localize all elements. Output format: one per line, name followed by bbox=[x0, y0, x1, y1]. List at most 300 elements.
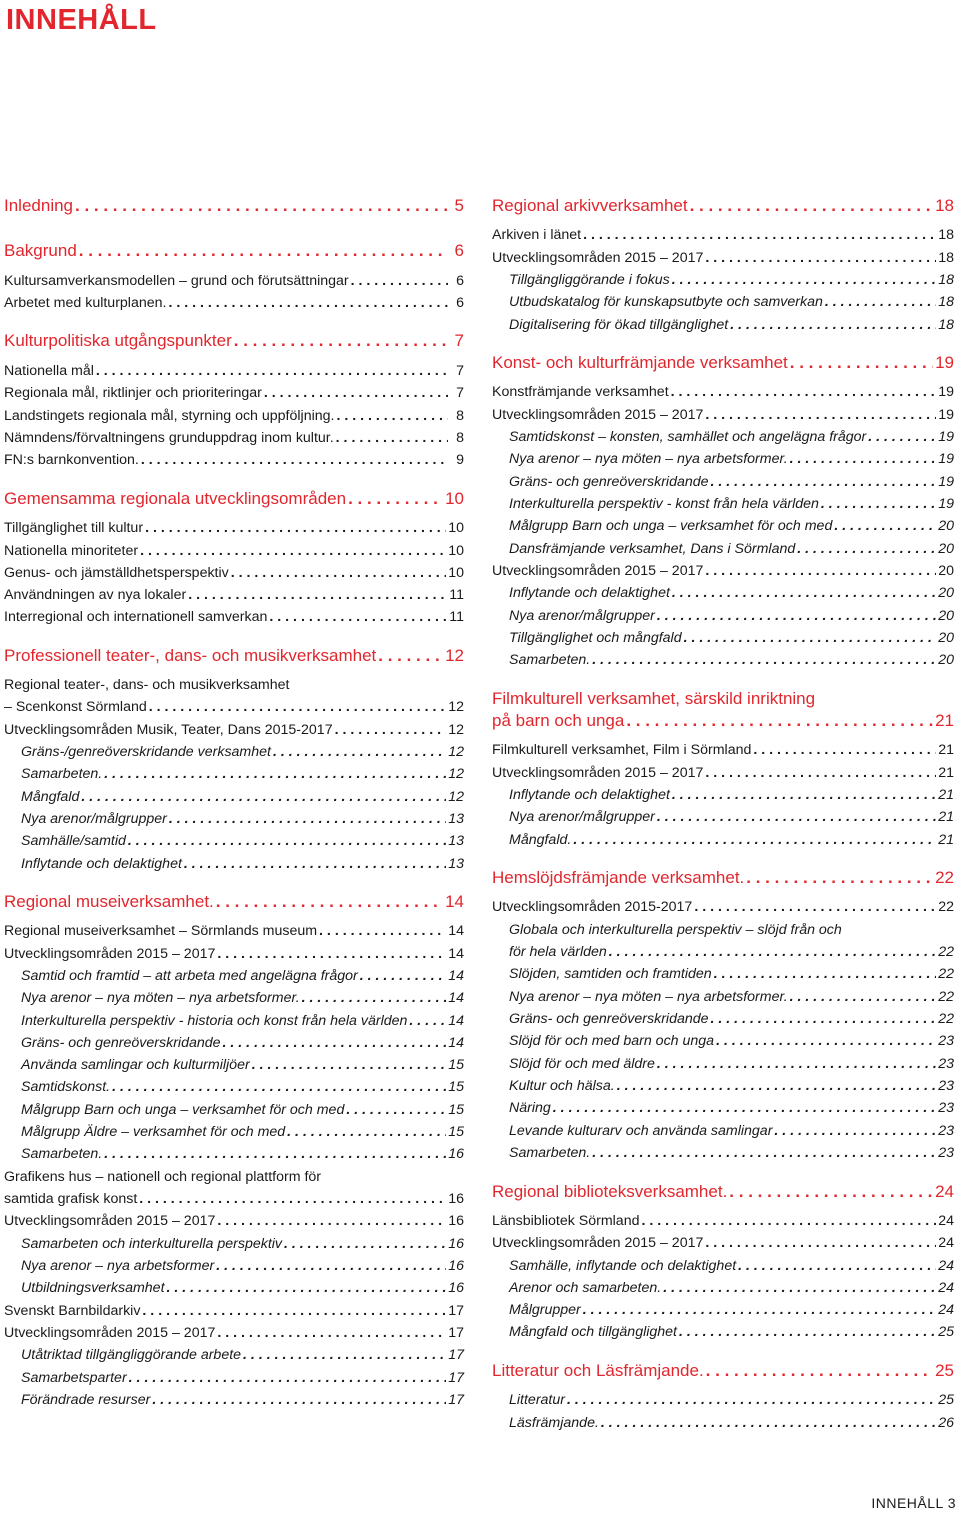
toc-page-number: 13 bbox=[448, 833, 464, 849]
toc-section-heading[interactable] bbox=[492, 868, 954, 888]
toc-entry-line[interactable]: Regional teater-, dans- och musikverksamhet bbox=[4, 677, 290, 693]
toc-subitem[interactable] bbox=[4, 1013, 464, 1029]
toc-page-number: 12 bbox=[448, 722, 464, 738]
dot-leader bbox=[729, 1182, 933, 1202]
toc-page-number: 10 bbox=[448, 565, 464, 581]
dot-leader bbox=[672, 787, 936, 803]
toc-page-number: 24 bbox=[938, 1235, 954, 1251]
toc-page-number: 17 bbox=[448, 1347, 464, 1363]
dot-leader bbox=[141, 452, 448, 468]
toc-item[interactable] bbox=[492, 1213, 954, 1229]
toc-page-number: 21 bbox=[938, 742, 954, 758]
dot-leader bbox=[711, 1011, 937, 1027]
toc-entry-title: Nationella mål bbox=[4, 363, 94, 379]
toc-page-number: 12 bbox=[448, 789, 464, 805]
toc-entry-title: Levande kulturarv och använda samlingar bbox=[509, 1123, 773, 1139]
toc-page-number: 9 bbox=[456, 452, 464, 468]
toc-page-number: 17 bbox=[448, 1325, 464, 1341]
toc-item[interactable] bbox=[4, 385, 464, 401]
toc-section-heading[interactable] bbox=[492, 353, 954, 373]
dot-leader bbox=[821, 496, 936, 512]
toc-subitem[interactable] bbox=[492, 1123, 954, 1139]
toc-subitem[interactable] bbox=[492, 608, 954, 624]
toc-item[interactable] bbox=[492, 384, 954, 400]
toc-subitem[interactable] bbox=[492, 496, 954, 512]
dot-leader bbox=[231, 565, 446, 581]
toc-subitem[interactable] bbox=[492, 1302, 954, 1318]
toc-subitem[interactable] bbox=[492, 966, 954, 982]
dot-leader bbox=[79, 241, 448, 261]
dot-leader bbox=[601, 1415, 936, 1431]
toc-page-number: 24 bbox=[938, 1302, 954, 1318]
toc-subitem[interactable] bbox=[492, 272, 954, 288]
toc-section-heading[interactable] bbox=[492, 196, 954, 216]
toc-item[interactable] bbox=[4, 430, 464, 446]
toc-entry-title: Gräns- och genreöverskridande bbox=[509, 1011, 709, 1027]
dot-leader bbox=[216, 1258, 446, 1274]
toc-entry-title: Samtidskonst – konsten, samhället och angelägna frågor bbox=[509, 429, 867, 445]
toc-item[interactable] bbox=[4, 295, 464, 311]
toc-subitem[interactable] bbox=[492, 787, 954, 803]
dot-leader bbox=[287, 1124, 446, 1140]
toc-item[interactable] bbox=[492, 250, 954, 266]
toc-entry-line[interactable]: Grafikens hus – nationell och regional plattform för bbox=[4, 1169, 322, 1185]
toc-entry-title: Samarbeten. bbox=[21, 766, 103, 782]
toc-item[interactable] bbox=[4, 363, 464, 379]
dot-leader bbox=[790, 353, 933, 373]
toc-page-number: 23 bbox=[938, 1056, 954, 1072]
toc-entry-title: Konst- och kulturfrämjande verksamhet bbox=[492, 353, 788, 372]
toc-item[interactable] bbox=[4, 1325, 464, 1341]
toc-subitem[interactable] bbox=[492, 1324, 954, 1340]
toc-subitem[interactable] bbox=[492, 585, 954, 601]
toc-subitem[interactable] bbox=[492, 989, 954, 1005]
dot-leader bbox=[753, 742, 936, 758]
toc-entry-title: – Scenkonst Sörmland bbox=[4, 699, 147, 715]
toc-item[interactable] bbox=[492, 1235, 954, 1251]
dot-leader bbox=[690, 196, 933, 216]
toc-page-number: 18 bbox=[938, 272, 954, 288]
toc-section-heading[interactable] bbox=[492, 711, 954, 731]
toc-subitem[interactable] bbox=[4, 856, 464, 872]
toc-entry-title: Använda samlingar och kulturmiljöer bbox=[21, 1057, 250, 1073]
toc-subitem[interactable] bbox=[492, 652, 954, 668]
toc-entry-title: Tillgänglighet och mångfald bbox=[509, 630, 682, 646]
toc-entry-title: Samarbeten. bbox=[21, 1146, 103, 1162]
toc-item[interactable] bbox=[4, 408, 464, 424]
toc-page-number: 14 bbox=[448, 923, 464, 939]
toc-entry-title: Nationella minoriteter bbox=[4, 543, 139, 559]
dot-leader bbox=[149, 699, 446, 715]
dot-leader bbox=[684, 630, 937, 646]
dot-leader bbox=[319, 923, 446, 939]
toc-entry-title: Utvecklingsområden 2015-2017 bbox=[492, 899, 693, 915]
dot-leader bbox=[145, 520, 446, 536]
toc-subitem[interactable] bbox=[492, 832, 954, 848]
dot-leader bbox=[705, 250, 936, 266]
dot-leader bbox=[336, 430, 448, 446]
toc-page-number: 16 bbox=[448, 1236, 464, 1252]
toc-entry-title: Mångfald. bbox=[509, 832, 572, 848]
toc-page-number: 12 bbox=[448, 699, 464, 715]
toc-page-number: 19 bbox=[938, 496, 954, 512]
toc-page-number: 18 bbox=[935, 196, 954, 215]
dot-leader bbox=[609, 944, 936, 960]
toc-page-number: 22 bbox=[935, 868, 954, 887]
toc-entry-title: Svenskt Barnbildarkiv bbox=[4, 1303, 141, 1319]
toc-entry-title: Slöjden, samtiden och framtiden bbox=[509, 966, 712, 982]
toc-entry-title: Samhälle/samtid bbox=[21, 833, 126, 849]
toc-page-number: 19 bbox=[938, 407, 954, 423]
toc-page-number: 16 bbox=[448, 1258, 464, 1274]
dot-leader bbox=[672, 585, 936, 601]
dot-leader bbox=[705, 407, 936, 423]
toc-subitem[interactable] bbox=[492, 1033, 954, 1049]
toc-subitem[interactable] bbox=[492, 1056, 954, 1072]
toc-entry-title: samtida grafisk konst bbox=[4, 1191, 138, 1207]
dot-leader bbox=[592, 652, 936, 668]
toc-page-number: 13 bbox=[448, 811, 464, 827]
toc-subitem[interactable] bbox=[4, 1392, 464, 1408]
toc-subitem[interactable] bbox=[4, 766, 464, 782]
toc-page-number: 24 bbox=[938, 1258, 954, 1274]
toc-subitem[interactable] bbox=[4, 811, 464, 827]
dot-leader bbox=[234, 331, 448, 351]
toc-subitem[interactable] bbox=[492, 474, 954, 490]
toc-page-number: 10 bbox=[448, 543, 464, 559]
toc-subitem[interactable] bbox=[4, 1236, 464, 1252]
toc-entry-title: Samtid och framtid – att arbeta med angelägna frågor bbox=[21, 968, 358, 984]
toc-entry-title: Utvecklingsområden 2015 – 2017 bbox=[4, 1325, 216, 1341]
toc-subitem[interactable] bbox=[4, 1370, 464, 1386]
dot-leader bbox=[705, 563, 936, 579]
dot-leader bbox=[573, 832, 936, 848]
dot-leader bbox=[705, 765, 936, 781]
dot-leader bbox=[663, 1280, 936, 1296]
toc-subitem[interactable] bbox=[4, 1146, 464, 1162]
toc-item[interactable] bbox=[492, 899, 954, 915]
toc-entry-title: Tillgänglighet till kultur bbox=[4, 520, 144, 536]
toc-subitem[interactable] bbox=[492, 1011, 954, 1027]
toc-entry-title: Filmkulturell verksamhet, Film i Sörmland bbox=[492, 742, 752, 758]
dot-leader bbox=[104, 766, 446, 782]
dot-leader bbox=[152, 1392, 446, 1408]
toc-entry-title: Läsfrämjande. bbox=[509, 1415, 599, 1431]
toc-page-number: 19 bbox=[938, 429, 954, 445]
toc-entry-line[interactable]: Globala och interkulturella perspektiv – slöjd från och bbox=[509, 922, 842, 938]
toc-subitem[interactable] bbox=[492, 317, 954, 333]
toc-page-number: 14 bbox=[448, 968, 464, 984]
toc-subitem[interactable] bbox=[4, 1347, 464, 1363]
toc-entry-title: Hemslöjdsfrämjande verksamhet. bbox=[492, 868, 745, 887]
toc-page-number: 20 bbox=[938, 518, 954, 534]
dot-leader bbox=[657, 809, 936, 825]
toc-section-heading[interactable] bbox=[492, 1361, 954, 1381]
toc-entry-title: Regionala mål, riktlinjer och prioriteringar bbox=[4, 385, 262, 401]
dot-leader bbox=[140, 543, 446, 559]
toc-page-number: 11 bbox=[449, 609, 464, 625]
dot-leader bbox=[714, 966, 937, 982]
toc-subitem[interactable] bbox=[4, 789, 464, 805]
dot-leader bbox=[346, 1102, 446, 1118]
toc-page-number: 20 bbox=[938, 541, 954, 557]
toc-item[interactable] bbox=[4, 543, 464, 559]
dot-leader bbox=[360, 968, 446, 984]
dot-leader bbox=[217, 1325, 446, 1341]
dot-leader bbox=[583, 227, 936, 243]
toc-entry-title: Interkulturella perspektiv - konst från hela världen bbox=[509, 496, 819, 512]
toc-page-number: 13 bbox=[448, 856, 464, 872]
toc-page-number: 22 bbox=[938, 989, 954, 1005]
toc-subitem[interactable] bbox=[4, 744, 464, 760]
dot-leader bbox=[81, 789, 446, 805]
dot-leader bbox=[774, 1123, 936, 1139]
toc-page-number: 18 bbox=[938, 250, 954, 266]
toc-entry-title: Litteratur bbox=[509, 1392, 565, 1408]
toc-entry-title: Inflytande och delaktighet bbox=[21, 856, 182, 872]
toc-page-number: 21 bbox=[938, 787, 954, 803]
dot-leader bbox=[336, 408, 448, 424]
toc-entry-title: Slöjd för och med äldre bbox=[509, 1056, 655, 1072]
dot-leader bbox=[335, 722, 447, 738]
toc-page-number: 23 bbox=[938, 1145, 954, 1161]
toc-entry-title: Utvecklingsområden 2015 – 2017 bbox=[492, 1235, 704, 1251]
toc-subitem[interactable] bbox=[492, 1258, 954, 1274]
dot-leader bbox=[711, 474, 937, 490]
toc-item[interactable] bbox=[4, 452, 464, 468]
toc-page-number: 14 bbox=[448, 1013, 464, 1029]
toc-section-heading[interactable] bbox=[4, 331, 464, 351]
toc-entry-title: Utvecklingsområden 2015 – 2017 bbox=[492, 563, 704, 579]
footer-label: INNEHÅLL bbox=[871, 1495, 944, 1511]
toc-entry-title: Regional biblioteksverksamhet. bbox=[492, 1182, 728, 1201]
dot-leader bbox=[657, 1056, 936, 1072]
toc-page-number: 21 bbox=[938, 765, 954, 781]
toc-entry-title: Mångfald och tillgänglighet bbox=[509, 1324, 677, 1340]
toc-entry-title: Kultur och hälsa. bbox=[509, 1078, 615, 1094]
toc-page-number: 20 bbox=[938, 652, 954, 668]
dot-leader bbox=[273, 744, 446, 760]
toc-page-number: 25 bbox=[938, 1392, 954, 1408]
dot-leader bbox=[184, 856, 446, 872]
dot-leader bbox=[790, 989, 937, 1005]
toc-subitem[interactable] bbox=[492, 429, 954, 445]
toc-page-number: 22 bbox=[938, 966, 954, 982]
toc-page-number: 19 bbox=[938, 384, 954, 400]
toc-item[interactable] bbox=[4, 520, 464, 536]
toc-entry-line[interactable]: Filmkulturell verksamhet, särskild inriktning bbox=[492, 689, 816, 708]
dot-leader bbox=[626, 711, 933, 731]
toc-subitem[interactable] bbox=[492, 518, 954, 534]
toc-subitem[interactable] bbox=[492, 630, 954, 646]
toc-item[interactable] bbox=[492, 742, 954, 758]
toc-entry-title: Målgrupp Barn och unga – verksamhet för och med bbox=[509, 518, 833, 534]
toc-page-number: 17 bbox=[448, 1370, 464, 1386]
toc-entry-title: Arbetet med kulturplanen. bbox=[4, 295, 167, 311]
toc-item[interactable] bbox=[4, 923, 464, 939]
toc-subitem[interactable] bbox=[4, 833, 464, 849]
toc-entry-title: Nya arenor/målgrupper bbox=[509, 809, 655, 825]
toc-entry-title: Kulturpolitiska utgångspunkter bbox=[4, 331, 232, 350]
toc-page-number: 20 bbox=[938, 585, 954, 601]
toc-entry-title: för hela världen bbox=[509, 944, 607, 960]
toc-page-number: 18 bbox=[938, 317, 954, 333]
dot-leader bbox=[825, 294, 936, 310]
page-footer bbox=[871, 1495, 956, 1511]
toc-subitem[interactable] bbox=[492, 944, 954, 960]
toc-entry-title: Utvecklingsområden 2015 – 2017 bbox=[4, 1213, 216, 1229]
toc-entry-title: Samarbeten. bbox=[509, 1145, 591, 1161]
toc-item[interactable] bbox=[4, 946, 464, 962]
toc-entry-title: Gräns- och genreöverskridande bbox=[21, 1035, 221, 1051]
toc-subitem[interactable] bbox=[492, 809, 954, 825]
toc-subitem[interactable] bbox=[492, 451, 954, 467]
dot-leader bbox=[617, 1078, 937, 1094]
dot-leader bbox=[409, 1013, 446, 1029]
toc-entry-title: Förändrade resurser bbox=[21, 1392, 151, 1408]
toc-item[interactable] bbox=[4, 1213, 464, 1229]
toc-subitem[interactable] bbox=[492, 541, 954, 557]
dot-leader bbox=[302, 990, 447, 1006]
dot-leader bbox=[188, 587, 447, 603]
dot-leader bbox=[167, 1280, 447, 1296]
toc-page-number: 15 bbox=[448, 1057, 464, 1073]
toc-item[interactable] bbox=[4, 1303, 464, 1319]
toc-entry-title: Användningen av nya lokaler bbox=[4, 587, 187, 603]
toc-page-number: 26 bbox=[938, 1415, 954, 1431]
toc-entry-title: Inflytande och delaktighet bbox=[509, 585, 670, 601]
toc-item[interactable] bbox=[492, 563, 954, 579]
toc-entry-title: Nya arenor/målgrupper bbox=[21, 811, 167, 827]
toc-entry-title: Gräns- och genreöverskridande bbox=[509, 474, 709, 490]
toc-item[interactable] bbox=[4, 699, 464, 715]
dot-leader bbox=[128, 833, 446, 849]
toc-entry-title: Gräns-/genreöverskridande verksamhet bbox=[21, 744, 271, 760]
dot-leader bbox=[169, 811, 446, 827]
dot-leader bbox=[592, 1145, 936, 1161]
toc-entry-title: Utvecklingsområden 2015 – 2017 bbox=[492, 250, 704, 266]
toc-subitem[interactable] bbox=[492, 1078, 954, 1094]
dot-leader bbox=[567, 1392, 936, 1408]
dot-leader bbox=[217, 1213, 446, 1229]
toc-section-heading[interactable] bbox=[4, 196, 464, 216]
toc-subitem[interactable] bbox=[492, 1100, 954, 1116]
toc-page-number: 24 bbox=[938, 1280, 954, 1296]
toc-page-number: 6 bbox=[456, 273, 464, 289]
toc-entry-title: Tillgängliggörande i fokus bbox=[509, 272, 670, 288]
toc-page-number: 22 bbox=[938, 1011, 954, 1027]
toc-subitem[interactable] bbox=[4, 968, 464, 984]
dot-leader bbox=[730, 317, 936, 333]
toc-item[interactable] bbox=[492, 227, 954, 243]
toc-item[interactable] bbox=[492, 407, 954, 423]
toc-section-heading[interactable] bbox=[4, 646, 464, 666]
toc-item[interactable] bbox=[4, 587, 464, 603]
toc-item[interactable] bbox=[4, 273, 464, 289]
toc-page-number: 20 bbox=[938, 608, 954, 624]
dot-leader bbox=[672, 272, 936, 288]
toc-page-number: 12 bbox=[445, 646, 464, 665]
toc-page-number: 25 bbox=[938, 1324, 954, 1340]
toc-subitem[interactable] bbox=[492, 1145, 954, 1161]
toc-page-number: 16 bbox=[448, 1280, 464, 1296]
toc-item[interactable] bbox=[4, 565, 464, 581]
toc-entry-title: Slöjd för och med barn och unga bbox=[509, 1033, 715, 1049]
toc-entry-title: Bakgrund bbox=[4, 241, 77, 260]
toc-section-heading[interactable] bbox=[492, 1182, 954, 1202]
toc-page-number: 6 bbox=[456, 295, 464, 311]
toc-subitem[interactable] bbox=[4, 1057, 464, 1073]
dot-leader bbox=[348, 489, 443, 509]
toc-entry-title: Länsbibliotek Sörmland bbox=[492, 1213, 640, 1229]
toc-page-number: 15 bbox=[448, 1079, 464, 1095]
toc-subitem[interactable] bbox=[492, 294, 954, 310]
dot-leader bbox=[217, 946, 446, 962]
toc-page-number: 11 bbox=[449, 587, 464, 603]
toc-item[interactable] bbox=[4, 609, 464, 625]
toc-section-heading[interactable] bbox=[4, 241, 464, 261]
page-title: INNEHÅLL bbox=[6, 4, 157, 36]
toc-subitem[interactable] bbox=[492, 1415, 954, 1431]
toc-item[interactable] bbox=[4, 1191, 464, 1207]
toc-subitem[interactable] bbox=[4, 1035, 464, 1051]
toc-page-number: 8 bbox=[456, 408, 464, 424]
toc-entry-title: Mångfald bbox=[21, 789, 80, 805]
dot-leader bbox=[142, 1303, 446, 1319]
toc-subitem[interactable] bbox=[492, 1280, 954, 1296]
toc-entry-title: Professionell teater-, dans- och musikverksamhet bbox=[4, 646, 377, 665]
toc-entry-title: Regional museiverksamhet. bbox=[4, 892, 214, 911]
toc-page-number: 16 bbox=[448, 1213, 464, 1229]
toc-page-number: 20 bbox=[938, 563, 954, 579]
toc-item[interactable] bbox=[492, 765, 954, 781]
toc-entry-title: Samarbeten och interkulturella perspektiv bbox=[21, 1236, 283, 1252]
dot-leader bbox=[168, 295, 448, 311]
toc-page-number: 10 bbox=[448, 520, 464, 536]
dot-leader bbox=[746, 868, 933, 888]
toc-section-heading[interactable] bbox=[4, 489, 464, 509]
dot-leader bbox=[264, 385, 448, 401]
toc-page-number: 18 bbox=[938, 227, 954, 243]
toc-section-heading[interactable] bbox=[4, 892, 464, 912]
dot-leader bbox=[706, 1361, 933, 1381]
toc-entry-title: Nya arenor – nya arbetsformer bbox=[21, 1258, 215, 1274]
toc-entry-title: Nya arenor/målgrupper bbox=[509, 608, 655, 624]
toc-subitem[interactable] bbox=[4, 1102, 464, 1118]
dot-leader bbox=[223, 1035, 447, 1051]
toc-page-number: 10 bbox=[445, 489, 464, 508]
toc-entry-title: Interregional och internationell samverkan bbox=[4, 609, 268, 625]
dot-leader bbox=[104, 1146, 446, 1162]
toc-subitem[interactable] bbox=[4, 1280, 464, 1296]
toc-entry-title: på barn och unga bbox=[492, 711, 625, 730]
toc-subitem[interactable] bbox=[4, 1258, 464, 1274]
toc-page-number: 18 bbox=[938, 294, 954, 310]
toc-subitem[interactable] bbox=[4, 1124, 464, 1140]
toc-subitem[interactable] bbox=[4, 1079, 464, 1095]
toc-entry-title: Målgrupper bbox=[509, 1302, 581, 1318]
toc-page-number: 19 bbox=[935, 353, 954, 372]
toc-item[interactable] bbox=[4, 722, 464, 738]
toc-subitem[interactable] bbox=[492, 1392, 954, 1408]
toc-subitem[interactable] bbox=[4, 990, 464, 1006]
toc-page-number: 22 bbox=[938, 944, 954, 960]
toc-page-number: 5 bbox=[454, 196, 464, 215]
dot-leader bbox=[75, 196, 448, 216]
toc-page-number: 15 bbox=[448, 1102, 464, 1118]
toc-entry-title: Målgrupp Barn och unga – verksamhet för och med bbox=[21, 1102, 345, 1118]
toc-entry-title: Nya arenor – nya möten – nya arbetsformer. bbox=[21, 990, 300, 1006]
